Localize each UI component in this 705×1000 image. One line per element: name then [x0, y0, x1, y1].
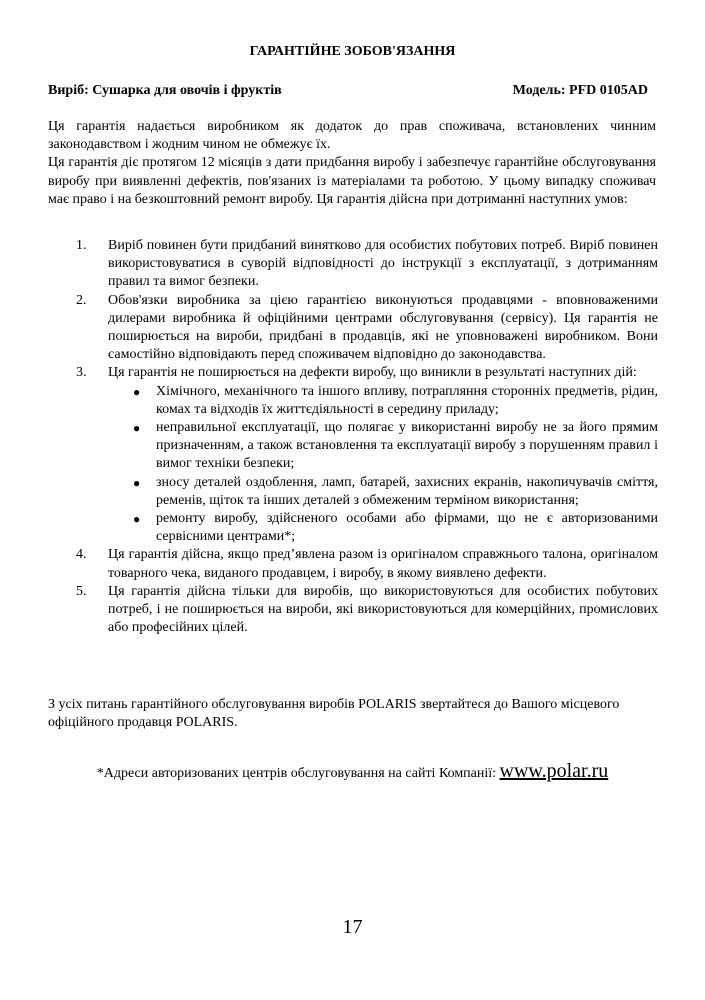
bullet-icon: ● [133, 421, 141, 436]
product-model: Модель: PFD 0105AD [512, 83, 648, 98]
page-title: ГАРАНТІЙНЕ ЗОБОВ'ЯЗАННЯ [249, 44, 456, 59]
condition-item-4 [48, 546, 658, 582]
condition-item-3 [48, 364, 658, 546]
intro-paragraph-1: Ця гарантія надається виробником як додаток до прав споживача, встановлених чинним законодавством і жодним чином не обмежує їх. [48, 119, 656, 153]
page-number: 17 [342, 916, 363, 938]
product-line [48, 83, 648, 99]
condition-number: 2. [76, 292, 87, 308]
condition-item-5 [48, 583, 658, 638]
exclusions-list [108, 383, 658, 547]
service-centers-note [0, 760, 705, 783]
condition-item-1 [48, 237, 658, 292]
condition-item-2 [48, 292, 658, 365]
conditions-list [48, 237, 658, 637]
exclusion-text: ремонту виробу, здійсненого особами або фірмами, що не є авторизованими сервісними центрами*; [156, 511, 658, 545]
exclusion-item [108, 419, 658, 474]
contact-paragraph: З усіх питань гарантійного обслуговування виробів POLARIS звертайтеся до Вашого місцевого офіційного продавця POLARIS. [48, 697, 620, 731]
condition-text: Ця гарантія не поширюється на дефекти виробу, що виникли в результаті наступних дій: [108, 365, 637, 381]
condition-text: Ця гарантія дійсна, якщо пред’явлена разом із оригіналом справжнього талона, оригіналом товарного чека, виданого продавцем, і виробу, в якому виявлено дефекти. [108, 547, 658, 581]
intro-section [48, 118, 656, 209]
bullet-icon: ● [133, 384, 141, 399]
service-centers-text: *Адреси авторизованих центрів обслуговування на сайті Компанії: [96, 766, 497, 781]
product-name: Виріб: Сушарка для овочів і фруктів [48, 83, 282, 98]
website-link[interactable]: www.polar.ru [499, 760, 609, 782]
exclusion-item [108, 474, 658, 510]
exclusion-item [108, 510, 658, 546]
condition-text: Виріб повинен бути придбаний винятково для особистих побутових потреб. Виріб повинен використовуватися в суворій відповідності до інструкції з експлуатації, з дотриманням правил та вимог безпеки. [108, 238, 658, 290]
condition-number: 4. [76, 547, 87, 563]
exclusion-text: зносу деталей оздоблення, ламп, батарей, захисних екранів, накопичувачів сміття, ременів, щіток та інших деталей з обмеженим терміном використання; [156, 474, 658, 508]
exclusion-item [108, 383, 658, 419]
condition-number: 3. [76, 365, 87, 381]
condition-text: Ця гарантія дійсна тільки для виробів, що використовуються для особистих побутових потреб, і не поширюється на вироби, які використовуються для комерційних, промислових або професійних цілей. [108, 583, 658, 636]
bullet-icon: ● [133, 512, 141, 527]
exclusion-text: неправильної експлуатації, що полягає у використанні виробу не за його прямим призначенням, а також встановлення та експлуатації виробу з порушенням правил і вимог техніки безпеки; [156, 420, 658, 472]
exclusion-text: Хімічного, механічного та іншого впливу, потрапляння сторонніх предметів, рідин, комах та відходів їх життєдіяльності в середину приладу; [156, 383, 658, 417]
condition-number: 1. [76, 238, 87, 253]
condition-number: 5. [76, 583, 87, 599]
condition-text: Обов'язки виробника за цією гарантією виконуються продавцями - вповноваженими дилерами виробника й офіційними центрами обслуговування (сервісу). Ця гарантія не поширюється на вироби, придбані в продавців, які не уповноважені виробником. Вони самостійно відповідають перед споживачем відповідно до законодавства. [108, 292, 658, 363]
intro-paragraph-2: Ця гарантія діє протягом 12 місяців з дати придбання виробу і забезпечує гарантійне обслуговування виробу при виявленні дефектів, пов'язаних із матеріалами та роботою. У цьому випадку споживач має право і на безкоштовний ремонт виробу. Ця гарантія дійсна при дотриманні наступних умов: [48, 155, 656, 207]
bullet-icon: ● [133, 475, 141, 490]
